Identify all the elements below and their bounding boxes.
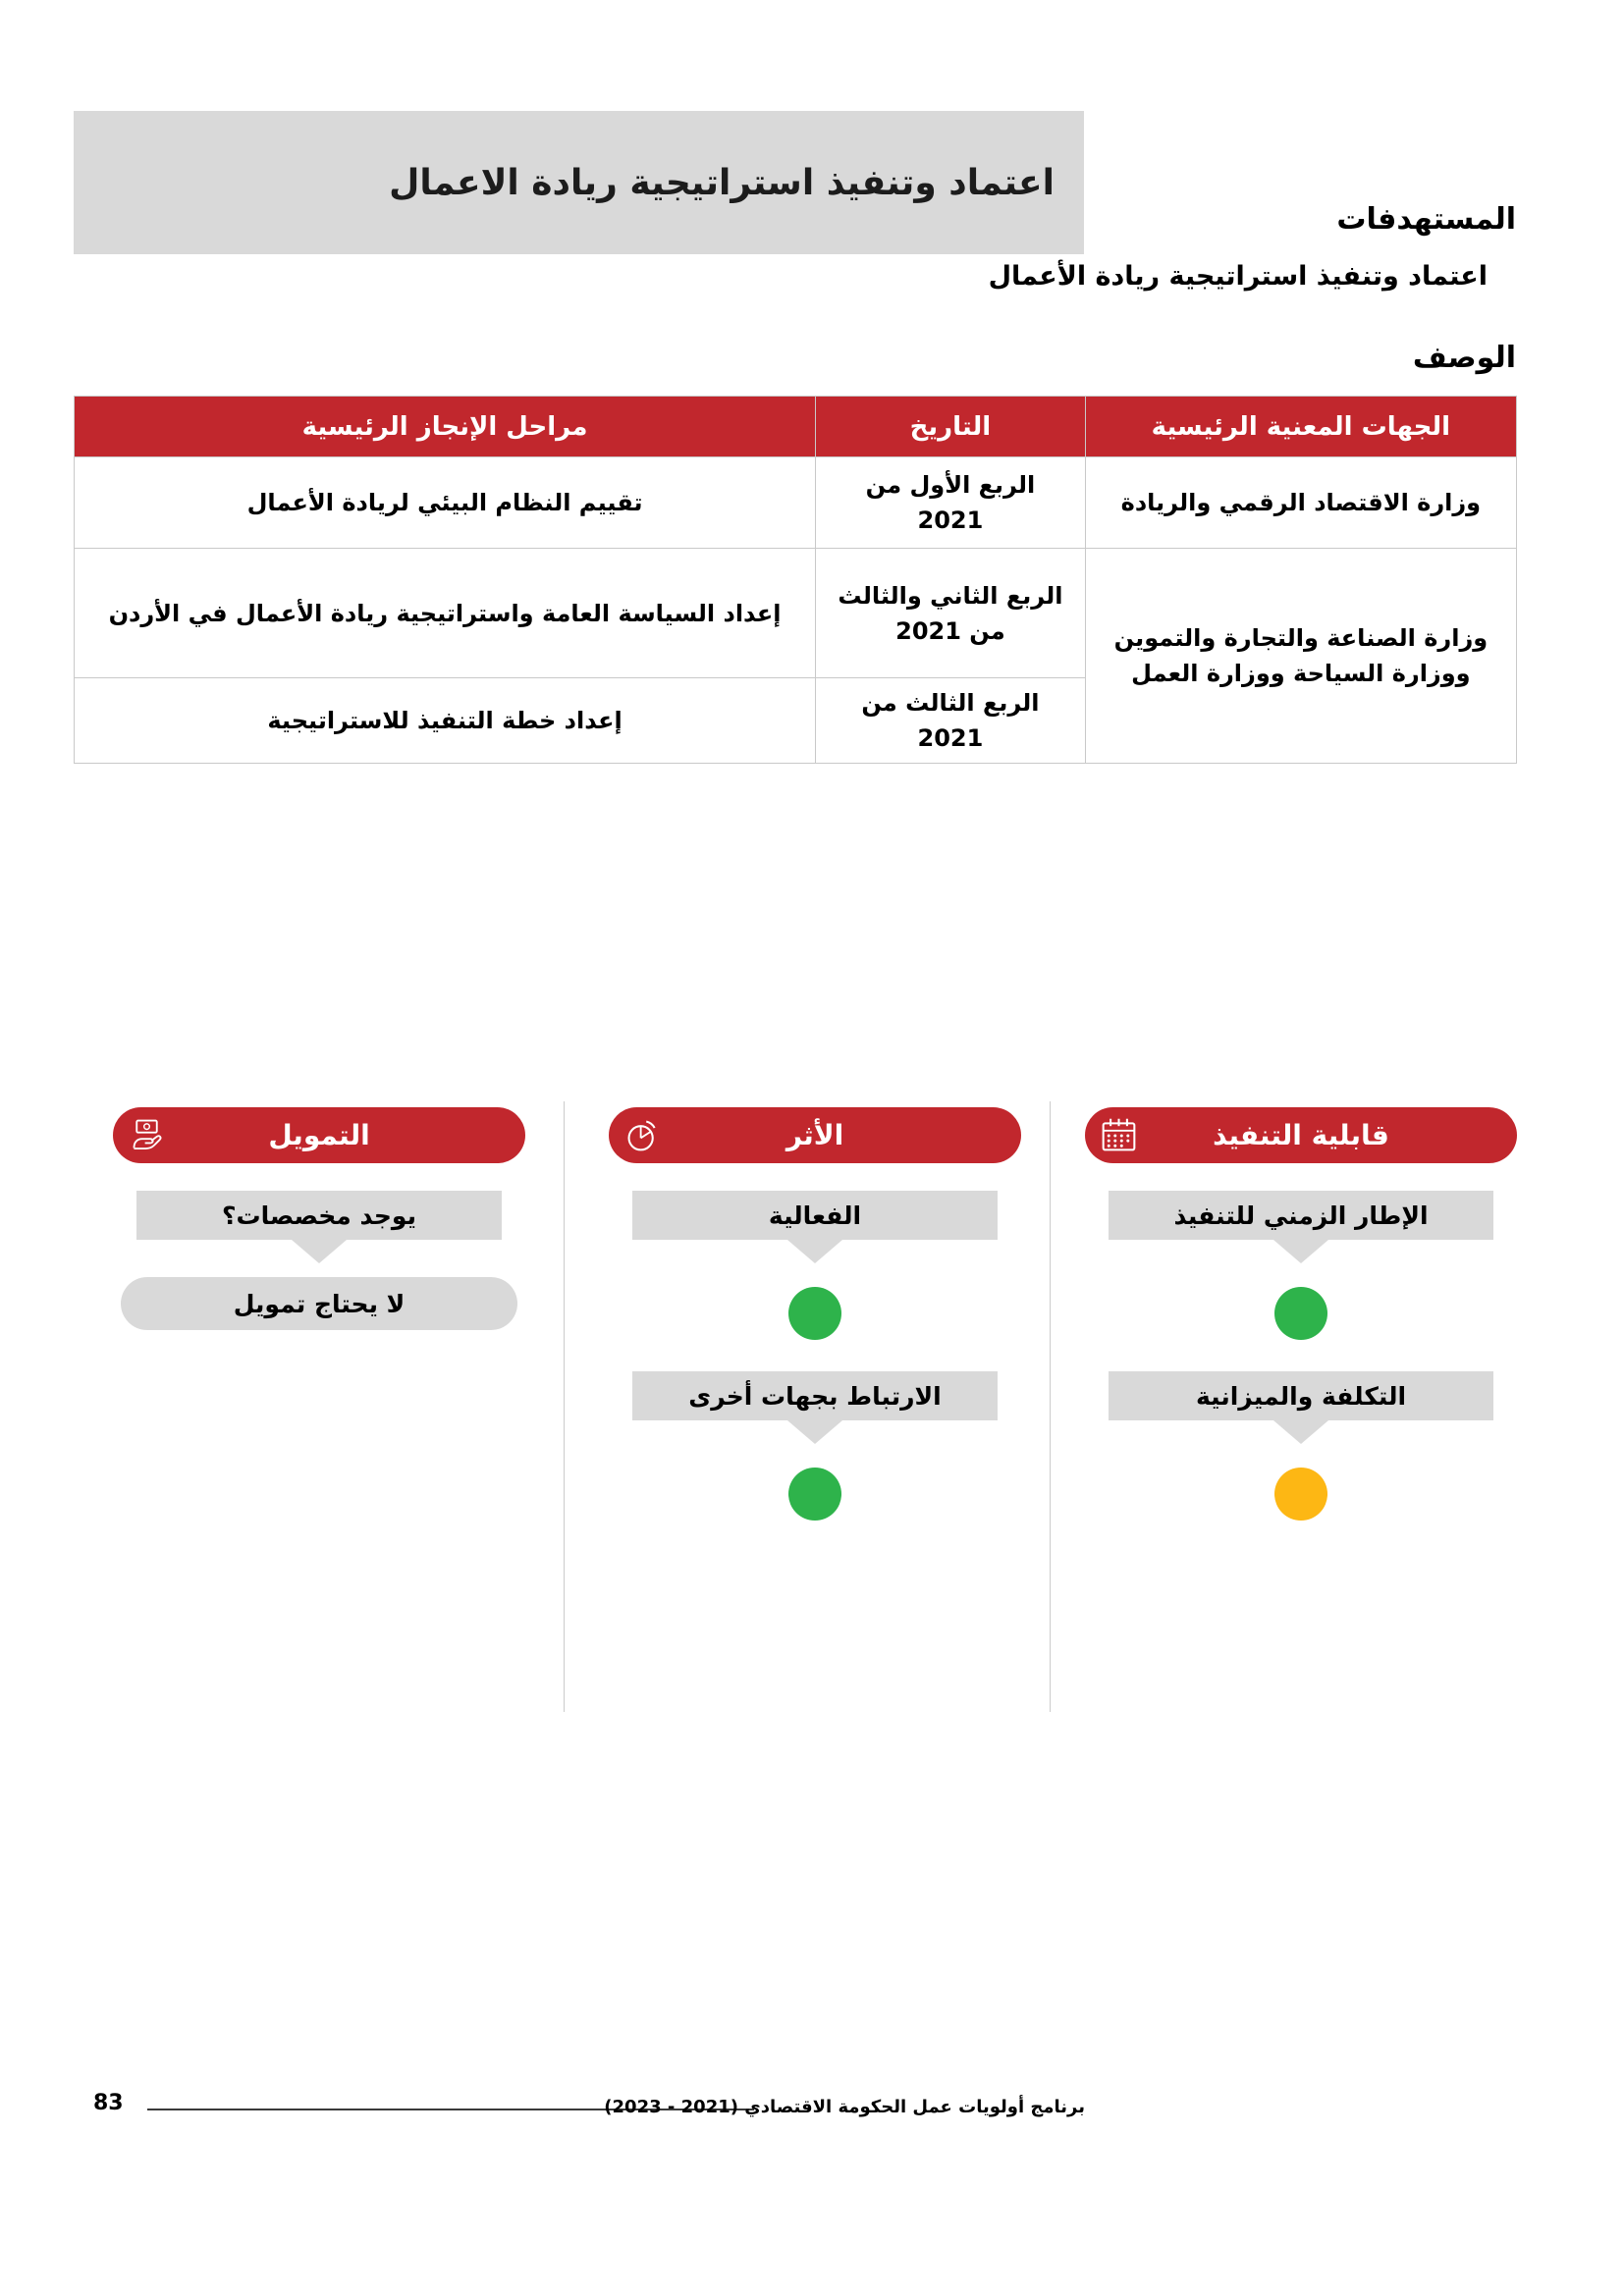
status-dot (1274, 1287, 1327, 1340)
criterion-label-effectiveness: الفعالية (632, 1191, 998, 1240)
criterion-label-linkage: الارتباط بجهات أخرى (632, 1371, 998, 1420)
status-dot (788, 1287, 841, 1340)
calendar-icon (1099, 1115, 1139, 1155)
card-title: قابلية التنفيذ (1213, 1119, 1389, 1151)
col-header-date: التاريخ (816, 397, 1086, 457)
feasibility-header (1085, 1107, 1517, 1163)
col-header-entities: الجهات المعنية الرئيسية (1085, 397, 1516, 457)
milestone-cell: تقييم النظام البيئي لريادة الأعمال (75, 457, 816, 549)
date-cell: الربع الثالث من 2021 (816, 678, 1086, 764)
divider (1050, 1101, 1051, 1712)
table-header-row (75, 397, 1517, 457)
card-feasibility (1085, 1107, 1517, 1550)
card-funding (113, 1107, 525, 1330)
card-title: التمويل (268, 1119, 370, 1151)
pie-chart-icon (623, 1115, 663, 1155)
banner (74, 111, 1084, 254)
funding-header (113, 1107, 525, 1163)
funding-answer: لا يحتاج تمويل (121, 1277, 517, 1330)
milestone-cell: إعداد السياسة العامة واستراتيجية ريادة الأعمال في الأردن (75, 549, 816, 678)
description-table-wrap (74, 396, 1517, 764)
entity-cell: وزارة الصناعة والتجارة والتموين ووزارة السياحة ووزارة العمل (1085, 549, 1516, 764)
targets-heading: المستهدفات (1336, 202, 1516, 237)
col-header-milestones: مراحل الإنجاز الرئيسية (75, 397, 816, 457)
footer-page-number: 83 (93, 2091, 124, 2115)
table-row (75, 549, 1517, 678)
description-table (74, 396, 1517, 764)
entity-cell: وزارة الاقتصاد الرقمي والريادة (1085, 457, 1516, 549)
arrow-down-pointer (292, 1240, 347, 1263)
impact-header (609, 1107, 1021, 1163)
criterion-label-cost-budget: التكلفة والميزانية (1109, 1371, 1493, 1420)
card-impact (609, 1107, 1021, 1550)
arrow-down-pointer (787, 1240, 842, 1263)
description-heading: الوصف (1412, 341, 1516, 375)
cards-section (74, 1107, 1517, 1718)
date-cell: الربع الثاني والثالث من 2021 (816, 549, 1086, 678)
criterion-label-allocations: يوجد مخصصات؟ (136, 1191, 502, 1240)
milestone-cell: إعداد خطة التنفيذ للاستراتيجية (75, 678, 816, 764)
table-row (75, 457, 1517, 549)
arrow-down-pointer (1273, 1420, 1328, 1444)
date-cell: الربع الأول من 2021 (816, 457, 1086, 549)
status-dot (788, 1468, 841, 1521)
money-hand-icon (127, 1115, 167, 1155)
divider (564, 1101, 565, 1712)
arrow-down-pointer (787, 1420, 842, 1444)
footer-program-text: برنامج أولويات عمل الحكومة الاقتصادي (2021 - 2023) (604, 2097, 1085, 2117)
card-title: الأثر (785, 1119, 844, 1151)
criterion-label-timeframe: الإطار الزمني للتنفيذ (1109, 1191, 1493, 1240)
page-title: اعتماد وتنفيذ استراتيجية ريادة الاعمال (389, 162, 1055, 203)
targets-text: اعتماد وتنفيذ استراتيجية ريادة الأعمال (988, 261, 1488, 292)
arrow-down-pointer (1273, 1240, 1328, 1263)
status-dot (1274, 1468, 1327, 1521)
